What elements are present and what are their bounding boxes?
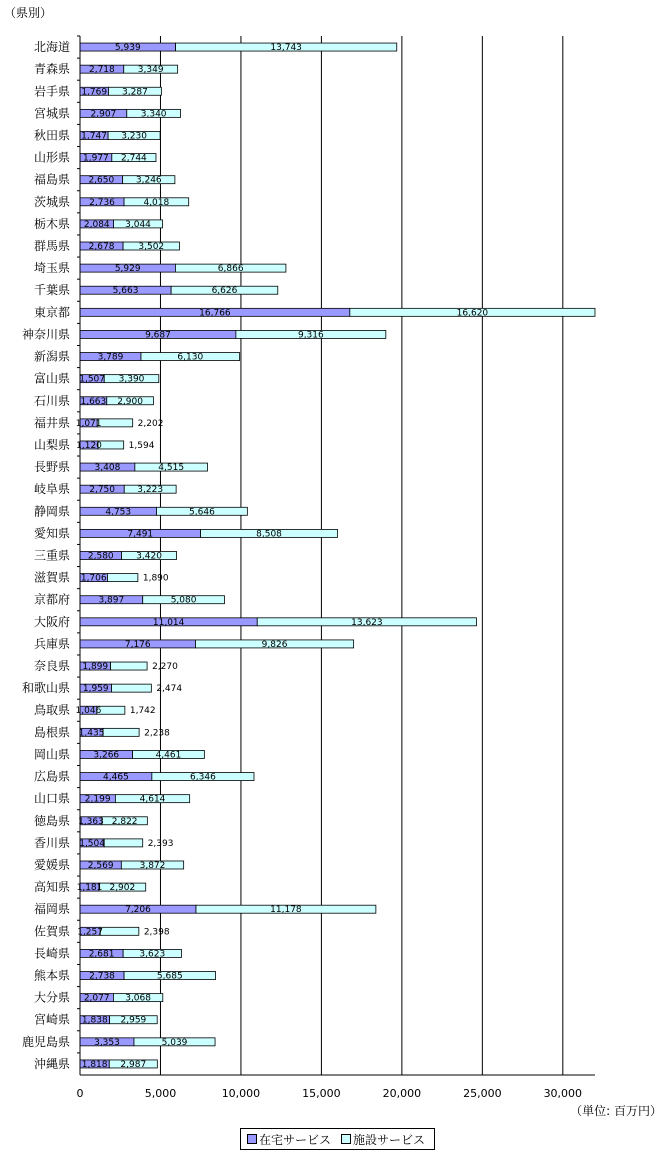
data-label-home-service: 16,766 — [199, 308, 231, 319]
data-label-facility-service: 2,902 — [109, 883, 136, 894]
data-label-home-service: 3,353 — [94, 1037, 120, 1048]
category-label: 沖縄県 — [33, 1056, 70, 1071]
legend-swatch-facility-service — [341, 1134, 351, 1144]
category-label: 佐賀県 — [33, 924, 70, 939]
category-label: 香川県 — [33, 835, 70, 850]
data-label-home-service: 1,507 — [79, 374, 106, 385]
data-label-home-service: 2,678 — [88, 242, 115, 253]
x-tick-label: 25,000 — [463, 1087, 502, 1100]
legend-label-home-service: 在宅サービス — [259, 1132, 332, 1147]
data-label-home-service: 2,738 — [89, 971, 115, 982]
legend-swatch-home-service — [247, 1134, 257, 1144]
bar-facility-service — [104, 839, 143, 847]
data-label-facility-service: 2,822 — [111, 816, 138, 827]
category-label: 富山県 — [33, 371, 70, 386]
data-label-home-service: 1,959 — [82, 684, 109, 695]
data-label-facility-service: 1,890 — [142, 573, 169, 584]
data-label-facility-service: 13,623 — [351, 617, 383, 628]
category-label: 山口県 — [33, 791, 70, 806]
x-tick-label: 0 — [76, 1087, 84, 1100]
category-label: 青森県 — [33, 62, 70, 77]
data-label-facility-service: 6,626 — [211, 286, 238, 297]
category-label: 栃木県 — [33, 216, 70, 231]
data-label-home-service: 1,504 — [79, 838, 105, 849]
category-label: 東京都 — [33, 305, 70, 320]
bar-facility-service — [107, 574, 137, 582]
data-label-facility-service: 6,866 — [217, 264, 244, 275]
data-label-facility-service: 2,270 — [152, 662, 178, 673]
bar-facility-service — [112, 684, 152, 692]
data-label-home-service: 1,747 — [81, 131, 107, 142]
data-label-home-service: 1,706 — [80, 573, 107, 584]
unit-label: （単位: 百万円） — [570, 1104, 662, 1118]
data-label-facility-service: 5,685 — [156, 971, 183, 982]
data-label-home-service: 7,491 — [127, 529, 154, 540]
data-label-facility-service: 3,223 — [137, 485, 164, 496]
data-label-facility-service: 2,202 — [137, 418, 164, 429]
data-label-facility-service: 3,349 — [137, 65, 164, 76]
data-label-facility-service: 3,623 — [139, 949, 166, 960]
category-label: 愛知県 — [33, 526, 70, 541]
data-label-home-service: 4,753 — [105, 507, 132, 518]
category-label: 福井県 — [33, 415, 70, 430]
data-label-facility-service: 3,068 — [125, 993, 151, 1004]
data-label-home-service: 1,977 — [83, 153, 109, 164]
bar-facility-service — [97, 419, 132, 427]
category-label: 秋田県 — [33, 128, 70, 143]
data-label-home-service: 11,014 — [152, 617, 185, 628]
category-label: 鹿児島県 — [21, 1034, 70, 1049]
data-label-facility-service: 2,393 — [147, 838, 174, 849]
data-label-home-service: 1,435 — [78, 728, 105, 739]
data-label-home-service: 1,046 — [75, 706, 102, 717]
data-label-facility-service: 2,474 — [156, 684, 183, 695]
data-label-facility-service: 3,044 — [125, 219, 151, 230]
bar-facility-service — [100, 927, 139, 935]
data-label-facility-service: 4,018 — [143, 197, 170, 208]
category-label: 山梨県 — [33, 437, 70, 452]
data-label-facility-service: 5,646 — [189, 507, 215, 518]
category-label: 三重県 — [33, 548, 70, 563]
category-label: 広島県 — [33, 769, 70, 784]
data-label-facility-service: 2,987 — [120, 1059, 147, 1070]
data-label-facility-service: 11,178 — [270, 905, 302, 916]
data-label-home-service: 7,176 — [124, 639, 151, 650]
data-label-facility-service: 2,744 — [121, 153, 147, 164]
data-label-home-service: 2,199 — [84, 794, 111, 805]
category-label: 福岡県 — [33, 902, 70, 917]
category-label: 千葉県 — [33, 283, 70, 298]
category-label: 鳥取県 — [33, 703, 70, 718]
data-label-home-service: 5,929 — [114, 264, 141, 275]
x-tick-label: 10,000 — [221, 1087, 261, 1100]
data-label-facility-service: 9,826 — [261, 639, 288, 650]
data-label-facility-service: 2,959 — [120, 1015, 147, 1026]
data-label-facility-service: 2,398 — [143, 927, 170, 938]
category-label: 新潟県 — [33, 349, 70, 364]
data-label-home-service: 4,465 — [103, 772, 129, 783]
data-label-home-service: 1,899 — [82, 662, 109, 673]
category-label: 長崎県 — [33, 946, 70, 961]
category-label: 長野県 — [33, 460, 70, 475]
data-label-facility-service: 2,238 — [144, 728, 170, 739]
data-label-home-service: 2,084 — [83, 219, 110, 230]
data-label-home-service: 1,663 — [80, 396, 107, 407]
category-label: 兵庫県 — [33, 636, 70, 651]
data-label-facility-service: 2,900 — [117, 396, 143, 407]
data-label-facility-service: 4,614 — [139, 794, 166, 805]
data-label-facility-service: 3,230 — [121, 131, 147, 142]
data-label-home-service: 1,120 — [76, 440, 102, 451]
data-label-facility-service: 4,515 — [158, 463, 185, 474]
legend-item-facility-service — [341, 1131, 425, 1148]
category-label: 茨城県 — [33, 194, 70, 209]
data-label-facility-service: 3,872 — [139, 860, 166, 871]
data-label-home-service: 1,257 — [77, 927, 103, 938]
category-label: 岡山県 — [33, 747, 70, 762]
category-label: 島根県 — [33, 725, 70, 740]
category-label: 徳島県 — [33, 813, 70, 828]
data-label-facility-service: 13,743 — [270, 43, 302, 54]
data-label-home-service: 5,939 — [114, 43, 141, 54]
x-tick-label: 5,000 — [144, 1087, 177, 1100]
data-label-home-service: 2,907 — [90, 109, 117, 120]
data-label-home-service: 9,687 — [145, 330, 171, 341]
data-label-facility-service: 3,246 — [135, 175, 162, 186]
data-label-facility-service: 6,130 — [177, 352, 204, 363]
data-label-home-service: 3,408 — [94, 463, 121, 474]
data-label-facility-service: 8,508 — [256, 529, 282, 540]
category-label: 神奈川県 — [21, 327, 70, 342]
legend-label-facility-service: 施設サービス — [353, 1132, 426, 1147]
category-label: 京都府 — [33, 592, 70, 607]
category-label: 大阪府 — [33, 614, 70, 629]
category-label: 山形県 — [33, 150, 70, 165]
category-label: 大分県 — [33, 990, 70, 1005]
category-label: 埼玉県 — [33, 261, 70, 276]
category-label: 石川県 — [33, 393, 70, 408]
category-label: 滋賀県 — [33, 570, 70, 585]
data-label-facility-service: 4,461 — [155, 750, 182, 761]
category-label: 福島県 — [33, 172, 70, 187]
category-label: 岐阜県 — [33, 482, 70, 497]
data-label-home-service: 2,750 — [89, 485, 116, 496]
data-label-home-service: 2,681 — [88, 949, 115, 960]
data-label-home-service: 1,838 — [81, 1015, 108, 1026]
data-label-facility-service: 3,340 — [140, 109, 167, 120]
data-label-home-service: 2,077 — [83, 993, 110, 1004]
data-label-home-service: 2,736 — [89, 197, 115, 208]
data-label-home-service: 3,789 — [97, 352, 124, 363]
category-label: 宮崎県 — [33, 1012, 70, 1027]
data-label-home-service: 7,206 — [125, 905, 151, 916]
x-tick-label: 20,000 — [382, 1087, 422, 1100]
data-label-home-service: 5,663 — [112, 286, 139, 297]
data-label-home-service: 1,818 — [81, 1059, 108, 1070]
data-label-home-service: 2,718 — [88, 65, 115, 76]
bar-facility-service — [103, 728, 139, 736]
legend-item-home-service — [247, 1131, 331, 1148]
category-label: 愛媛県 — [33, 857, 70, 872]
data-label-facility-service: 1,742 — [129, 706, 156, 717]
category-label: 北海道 — [33, 40, 70, 55]
data-label-facility-service: 5,039 — [161, 1037, 188, 1048]
x-tick-label: 30,000 — [543, 1087, 583, 1100]
data-label-home-service: 2,569 — [87, 860, 114, 871]
bar-facility-service — [111, 662, 148, 670]
category-label: 高知県 — [33, 880, 70, 895]
data-label-home-service: 1,769 — [81, 87, 108, 98]
data-label-home-service: 3,266 — [93, 750, 120, 761]
data-label-facility-service: 16,620 — [456, 308, 489, 319]
data-label-facility-service: 3,420 — [136, 551, 162, 562]
data-label-home-service: 1,363 — [78, 816, 104, 827]
data-label-home-service: 1,071 — [75, 418, 102, 429]
data-label-home-service: 1,181 — [76, 883, 103, 894]
data-label-home-service: 2,650 — [88, 175, 115, 186]
data-label-facility-service: 3,390 — [118, 374, 145, 385]
category-label: 和歌山県 — [21, 681, 70, 696]
data-label-facility-service: 1,594 — [128, 440, 155, 451]
category-label: 岩手県 — [33, 84, 70, 99]
category-label: 宮城県 — [33, 106, 70, 121]
x-tick-label: 15,000 — [302, 1087, 341, 1100]
data-label-facility-service: 5,080 — [170, 595, 197, 606]
legend — [240, 1128, 435, 1150]
data-label-home-service: 3,897 — [98, 595, 125, 606]
data-label-facility-service: 6,346 — [190, 772, 216, 783]
category-label: 静岡県 — [33, 504, 70, 519]
category-label: 群馬県 — [33, 239, 70, 254]
data-label-facility-service: 9,316 — [297, 330, 324, 341]
data-label-facility-service: 3,287 — [122, 87, 148, 98]
y-axis-label: （県別） — [4, 6, 53, 20]
data-label-facility-service: 3,502 — [138, 242, 165, 253]
data-label-home-service: 2,580 — [87, 551, 114, 562]
category-label: 奈良県 — [33, 659, 70, 674]
category-label: 熊本県 — [33, 968, 70, 983]
